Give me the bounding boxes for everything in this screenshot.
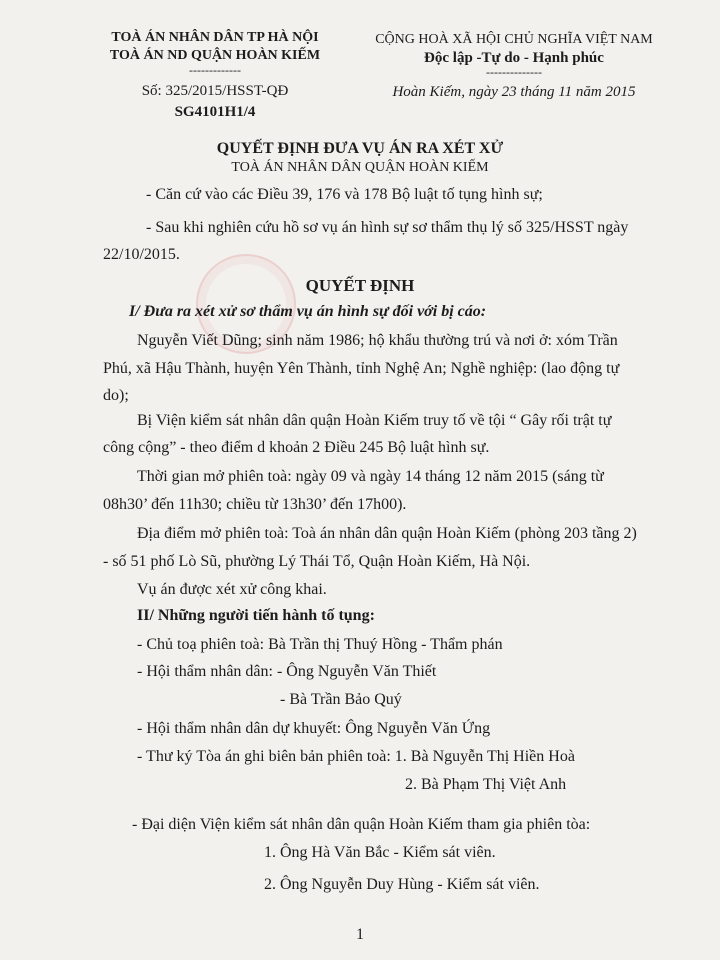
defendant-info: Phú, xã Hậu Thành, huyện Yên Thành, tỉnh Nghệ An; Nghề nghiệp: (lao động tự xyxy=(103,360,620,377)
document-title: QUYẾT ĐỊNH ĐƯA VỤ ÁN RA XÉT XỬ xyxy=(216,140,504,157)
defendant-info: do); xyxy=(103,387,129,404)
basis-line: - Căn cứ vào các Điều 39, 176 và 178 Bộ luật tố tụng hình sự; xyxy=(146,186,543,203)
court-name-city: TOÀ ÁN NHÂN DÂN TP HÀ NỘI xyxy=(111,30,319,45)
court-clerk-1: - Thư ký Tòa án ghi biên bản phiên toà: 1. Bà Nguyễn Thị Hiền Hoà xyxy=(137,748,575,765)
court-name-district: TOÀ ÁN ND QUẬN HOÀN KIẾM xyxy=(109,48,321,63)
charge-info: Bị Viện kiểm sát nhân dân quận Hoàn Kiếm truy tố về tội “ Gây rối trật tự xyxy=(137,412,612,429)
basis-line: 22/10/2015. xyxy=(103,246,180,263)
people-jurors: - Hội thẩm nhân dân: - Ông Nguyễn Văn Thiết xyxy=(137,663,437,680)
page-number: 1 xyxy=(356,926,364,943)
section-2-heading: II/ Những người tiến hành tố tụng: xyxy=(137,607,375,624)
trial-place: Địa điểm mở phiên toà: Toà án nhân dân quận Hoàn Kiếm (phòng 203 tầng 2) xyxy=(137,525,637,542)
basis-line: - Sau khi nghiên cứu hồ sơ vụ án hình sự sơ thẩm thụ lý số 325/HSST ngày xyxy=(146,219,629,236)
charge-info: công cộng” - theo điểm d khoản 2 Điều 245 Bộ luật hình sự. xyxy=(103,439,490,456)
decision-heading: QUYẾT ĐỊNH xyxy=(305,276,415,295)
trial-time: Thời gian mở phiên toà: ngày 09 và ngày 14 tháng 12 năm 2015 (sáng từ xyxy=(137,468,604,485)
trial-place: - số 51 phố Lò Sũ, phường Lý Thái Tổ, Quận Hoàn Kiếm, Hà Nội. xyxy=(103,553,531,570)
document-code: SG4101H1/4 xyxy=(174,104,256,120)
public-trial-note: Vụ án được xét xử công khai. xyxy=(137,581,327,598)
presiding-judge: - Chủ toạ phiên toà: Bà Trần thị Thuý Hồng - Thẩm phán xyxy=(137,636,503,653)
decision-number: Số: 325/2015/HSST-QĐ xyxy=(141,83,289,99)
prosecutor-2: 2. Ông Nguyễn Duy Hùng - Kiểm sát viên. xyxy=(264,876,540,893)
court-clerk-2: 2. Bà Phạm Thị Việt Anh xyxy=(405,776,567,793)
section-1-heading: I/ Đưa ra xét xử sơ thẩm vụ án hình sự đối với bị cáo: xyxy=(129,303,487,320)
defendant-info: Nguyễn Viết Dũng; sinh năm 1986; hộ khẩu thường trú và nơi ở: xóm Trần xyxy=(137,332,618,349)
national-title: CỘNG HOÀ XÃ HỘI CHỦ NGHĨA VIỆT NAM xyxy=(375,32,653,47)
procuracy-representatives: - Đại diện Viện kiểm sát nhân dân quận Hoàn Kiếm tham gia phiên tòa: xyxy=(132,816,591,833)
right-header-rule: -------------- xyxy=(486,65,542,79)
national-motto: Độc lập -Tự do - Hạnh phúc xyxy=(424,50,604,66)
prosecutor-1: 1. Ông Hà Văn Bắc - Kiểm sát viên. xyxy=(264,844,496,861)
document-subtitle: TOÀ ÁN NHÂN DÂN QUẬN HOÀN KIẾM xyxy=(231,160,489,175)
left-header-rule: ------------- xyxy=(189,63,241,77)
trial-time: 08h30’ đến 11h30; chiều từ 13h30’ đến 17h00). xyxy=(103,496,407,513)
reserve-juror: - Hội thẩm nhân dân dự khuyết: Ông Nguyễn Văn Ứng xyxy=(137,720,491,737)
people-juror-2: - Bà Trần Bảo Quý xyxy=(280,691,402,708)
document-date: Hoàn Kiếm, ngày 23 tháng 11 năm 2015 xyxy=(392,84,636,100)
